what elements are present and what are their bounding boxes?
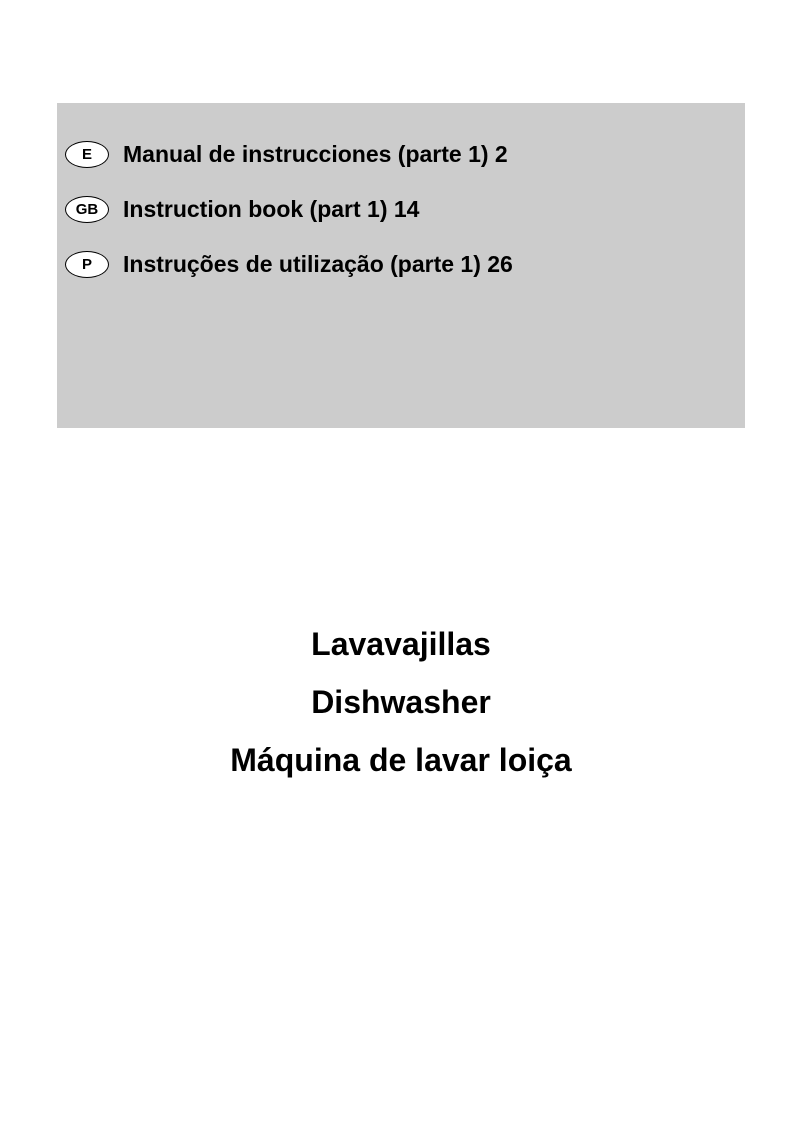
language-badge-e: E	[65, 141, 109, 168]
title-english: Dishwasher	[311, 684, 491, 720]
language-badge-p: P	[65, 251, 109, 278]
index-item-label[interactable]: Instruções de utilização (parte 1) 26	[123, 250, 513, 277]
index-item-label[interactable]: Instruction book (part 1) 14	[123, 195, 420, 222]
title-spanish: Lavavajillas	[311, 626, 491, 662]
index-item-label[interactable]: Manual de instrucciones (parte 1) 2	[123, 140, 508, 167]
index-item-english[interactable]	[65, 194, 419, 224]
index-item-portuguese[interactable]	[65, 249, 513, 279]
language-badge-gb: GB	[65, 196, 109, 223]
index-item-spanish[interactable]	[65, 139, 508, 169]
language-index-panel	[57, 103, 745, 428]
title-portuguese: Máquina de lavar loiça	[230, 742, 572, 778]
product-title-block	[0, 615, 802, 789]
